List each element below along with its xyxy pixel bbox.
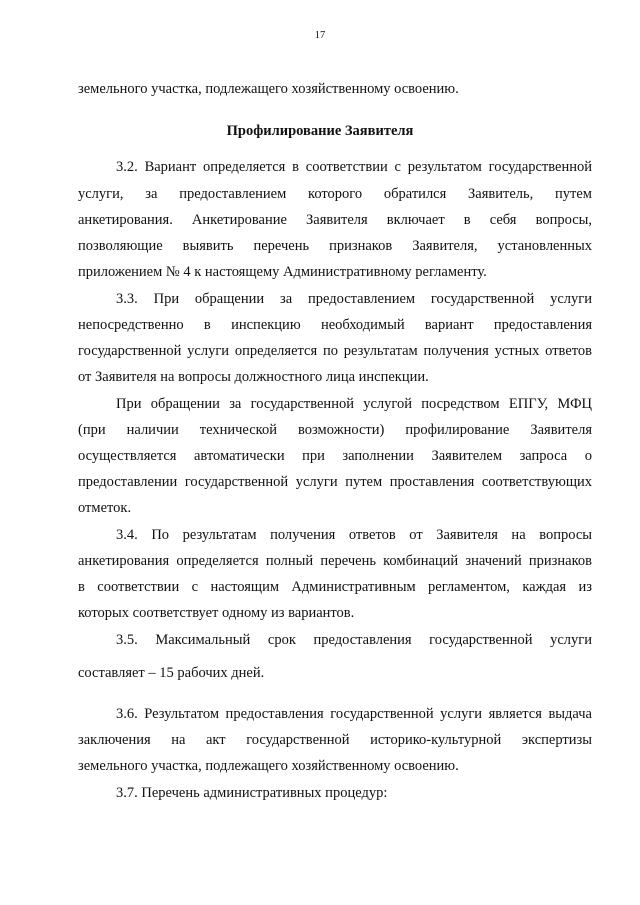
- text-line: услуги, за предоставлением которого обратился Заявитель, путем: [78, 186, 592, 202]
- text-line: земельного участка, подлежащего хозяйственному освоению.: [78, 81, 459, 97]
- text-line: анкетирования. Анкетирование Заявителя включает в себя вопросы,: [78, 212, 592, 228]
- text-line: осуществляется автоматически при заполнении Заявителем запроса о: [78, 448, 592, 464]
- text-line: в соответствии с настоящим Административным регламентом, каждая из: [78, 579, 592, 595]
- text-line: отметок.: [78, 500, 132, 516]
- text-line: 3.7. Перечень административных процедур:: [116, 785, 388, 801]
- text-line: 3.4. По результатам получения ответов от Заявителя на вопросы: [116, 527, 592, 543]
- text-line: от Заявителя на вопросы должностного лица инспекции.: [78, 369, 429, 385]
- text-line: приложением № 4 к настоящему Административному регламенту.: [78, 264, 487, 280]
- text-line: предоставлении государственной услуги путем проставления соответствующих: [78, 474, 592, 490]
- text-line: 3.5. Максимальный срок предоставления государственной услуги: [116, 632, 592, 648]
- section-heading: Профилирование Заявителя: [226, 123, 414, 139]
- text-line: заключения на акт государственной историко-культурной экспертизы: [78, 732, 592, 748]
- text-line: 3.3. При обращении за предоставлением государственной услуги: [116, 291, 592, 307]
- text-line: непосредственно в инспекцию необходимый вариант предоставления: [78, 317, 592, 333]
- text-line: позволяющие выявить перечень признаков Заявителя, установленных: [78, 238, 592, 254]
- text-line: которых соответствует одному из вариантов.: [78, 605, 355, 621]
- text-line: 3.6. Результатом предоставления государственной услуги является выдача: [116, 706, 592, 722]
- text-line: земельного участка, подлежащего хозяйственному освоению.: [78, 758, 459, 774]
- text-line: анкетирования определяется полный перечень комбинаций значений признаков: [78, 553, 592, 569]
- text-line: (при наличии технической возможности) профилирование Заявителя: [78, 422, 592, 438]
- text-line: 3.2. Вариант определяется в соответствии с результатом государственной: [116, 159, 592, 175]
- page-number: 17: [314, 30, 326, 41]
- text-line: При обращении за государственной услугой посредством ЕПГУ, МФЦ: [116, 396, 592, 412]
- text-line: составляет ‒ 15 рабочих дней.: [78, 665, 265, 681]
- text-line: государственной услуги определяется по результатам получения устных ответов: [78, 343, 592, 359]
